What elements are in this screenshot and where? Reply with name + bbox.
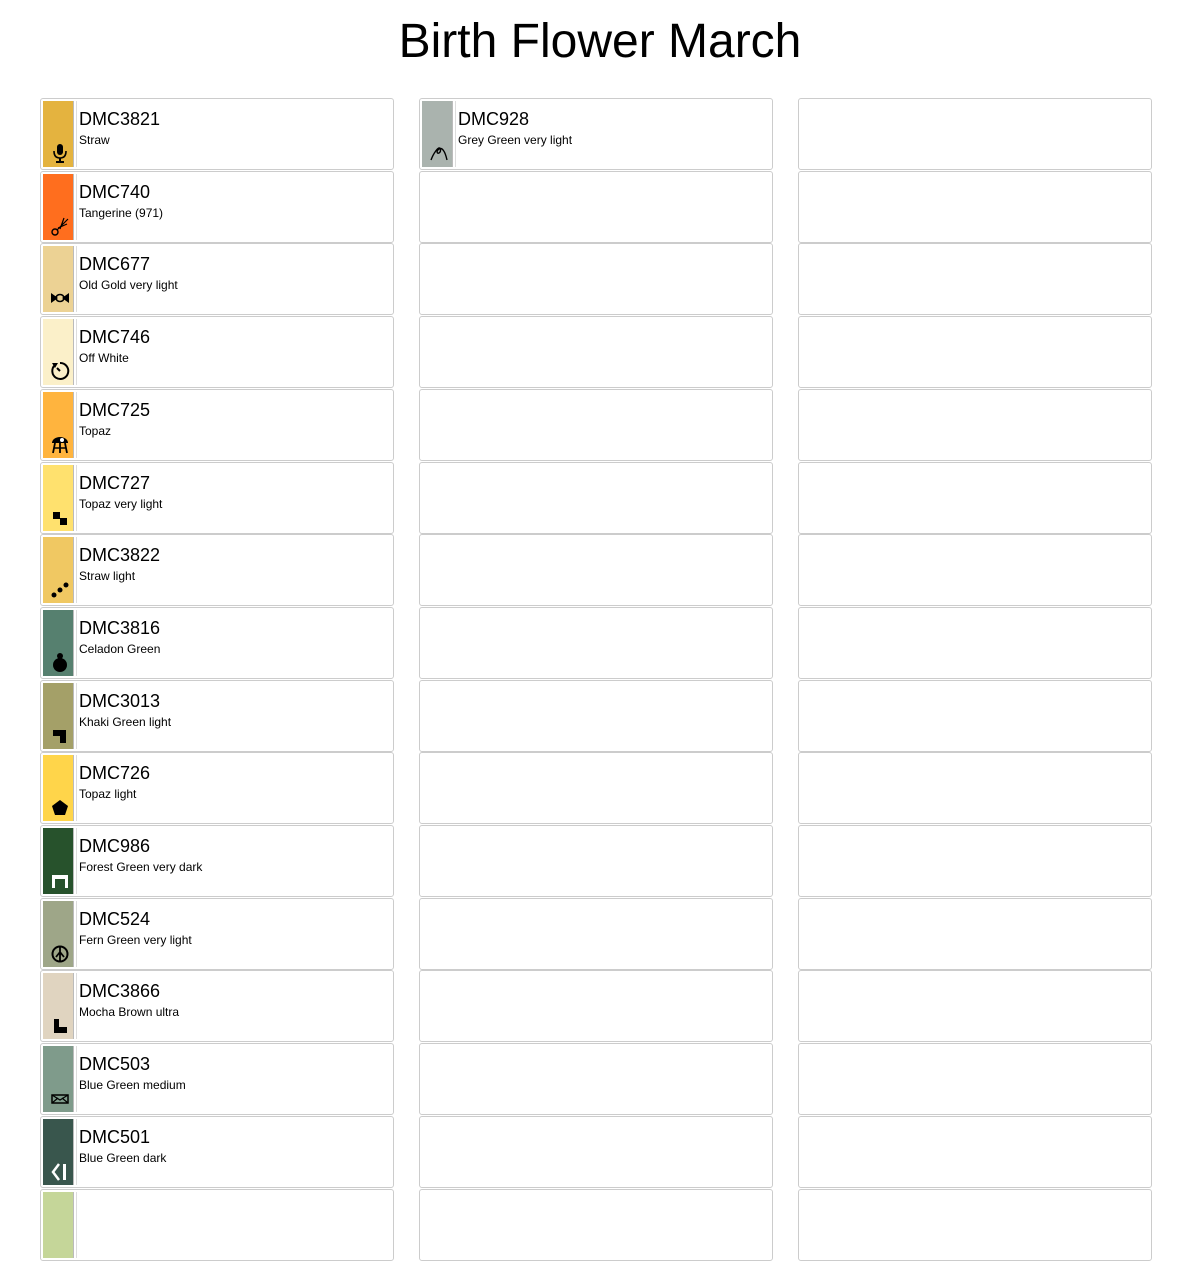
empty-cell [419,171,773,243]
thread-name: Tangerine (971) [79,206,164,220]
thread-code: DMC501 [79,1127,151,1147]
color-swatch [43,392,74,458]
color-swatch [422,101,453,167]
thread-code: DMC3821 [79,109,161,129]
thread-cell [40,171,394,243]
empty-cell [798,607,1152,679]
thread-name: Mocha Brown ultra [79,1005,180,1019]
empty-cell [798,1116,1152,1188]
empty-cell [798,389,1152,461]
bracket-bar-icon [49,1160,71,1182]
thread-cell [40,607,394,679]
empty-cell [798,1043,1152,1115]
three-dots-icon [49,578,71,600]
color-swatch [43,901,74,967]
empty-cell [419,680,773,752]
thread-code: DMC3013 [79,691,161,711]
page-title: Birth Flower March [398,15,802,68]
thread-cell [40,534,394,606]
thread-cell [40,970,394,1042]
thread-cell [40,825,394,897]
thread-code: DMC524 [79,909,151,929]
empty-cell [798,98,1152,170]
color-swatch [43,537,74,603]
color-swatch [43,319,74,385]
empty-cell [419,1043,773,1115]
empty-cell [798,462,1152,534]
corner-block-icon [49,1014,71,1036]
thread-cell [419,98,773,170]
empty-cell [419,316,773,388]
thread-code: DMC740 [79,182,151,202]
thread-name: Topaz very light [79,497,163,511]
empty-cell [419,462,773,534]
microphone-icon [49,142,71,164]
thread-code: DMC3866 [79,981,161,1001]
stool-icon [49,433,71,455]
clock-arrow-icon [49,360,71,382]
candy-icon [49,287,71,309]
thread-name: Blue Green medium [79,1078,186,1092]
empty-cell [419,534,773,606]
thread-cell [40,98,394,170]
thread-cell [40,1043,394,1115]
color-swatch [43,465,74,531]
thread-code: DMC503 [79,1054,151,1074]
color-swatch [43,1119,74,1185]
thread-name: Forest Green very dark [79,860,203,874]
thread-name: Old Gold very light [79,278,178,292]
curl-icon [428,142,450,164]
thread-cell [40,752,394,824]
empty-cell [798,171,1152,243]
thread-code: DMC725 [79,400,151,420]
table-icon [49,869,71,891]
color-swatch [43,755,74,821]
thread-cell [40,898,394,970]
thread-name: Straw [79,133,110,147]
thread-code: DMC3816 [79,618,161,638]
thread-code: DMC928 [458,109,530,129]
color-swatch [43,973,74,1039]
thread-columns [0,98,1200,1200]
thread-cell [40,389,394,461]
empty-cell [798,898,1152,970]
thread-cell [40,243,394,315]
circle-cross-icon [49,942,71,964]
empty-cell [419,752,773,824]
color-swatch [43,683,74,749]
thread-code: DMC727 [79,473,151,493]
thread-name: Celadon Green [79,642,161,656]
thread-code: DMC726 [79,763,151,783]
thread-name: Topaz [79,424,112,438]
empty-cell [419,1116,773,1188]
empty-cell [419,898,773,970]
thread-cell [40,1116,394,1188]
color-swatch [43,174,74,240]
thread-cell [40,462,394,534]
l-block-icon [49,724,71,746]
thread-code: DMC677 [79,254,151,274]
thread-name: Khaki Green light [79,715,172,729]
thread-name: Fern Green very light [79,933,192,947]
thread-code: DMC746 [79,327,151,347]
thread-name: Grey Green very light [458,133,573,147]
thread-name: Off White [79,351,129,365]
thread-cell [40,680,394,752]
snowman-icon [49,651,71,673]
empty-cell [419,970,773,1042]
empty-cell [419,607,773,679]
sparkle-wand-icon [49,215,71,237]
envelope-icon [49,1087,71,1109]
color-swatch [43,1192,74,1258]
empty-cell [419,825,773,897]
pentagon-icon [49,796,71,818]
thread-code: DMC3822 [79,545,161,565]
color-swatch [43,828,74,894]
thread-name: Straw light [79,569,136,583]
step-squares-icon [49,506,71,528]
empty-cell [419,243,773,315]
empty-cell [798,752,1152,824]
color-swatch [43,1046,74,1112]
empty-cell [798,243,1152,315]
color-swatch [43,246,74,312]
empty-cell [798,970,1152,1042]
color-swatch [43,101,74,167]
thread-cell [40,316,394,388]
thread-code: DMC986 [79,836,151,856]
empty-cell [419,389,773,461]
thread-name: Topaz light [79,787,137,801]
empty-cell [798,680,1152,752]
empty-cell [798,316,1152,388]
color-swatch [43,610,74,676]
thread-name: Blue Green dark [79,1151,167,1165]
empty-cell [798,825,1152,897]
empty-cell [798,534,1152,606]
